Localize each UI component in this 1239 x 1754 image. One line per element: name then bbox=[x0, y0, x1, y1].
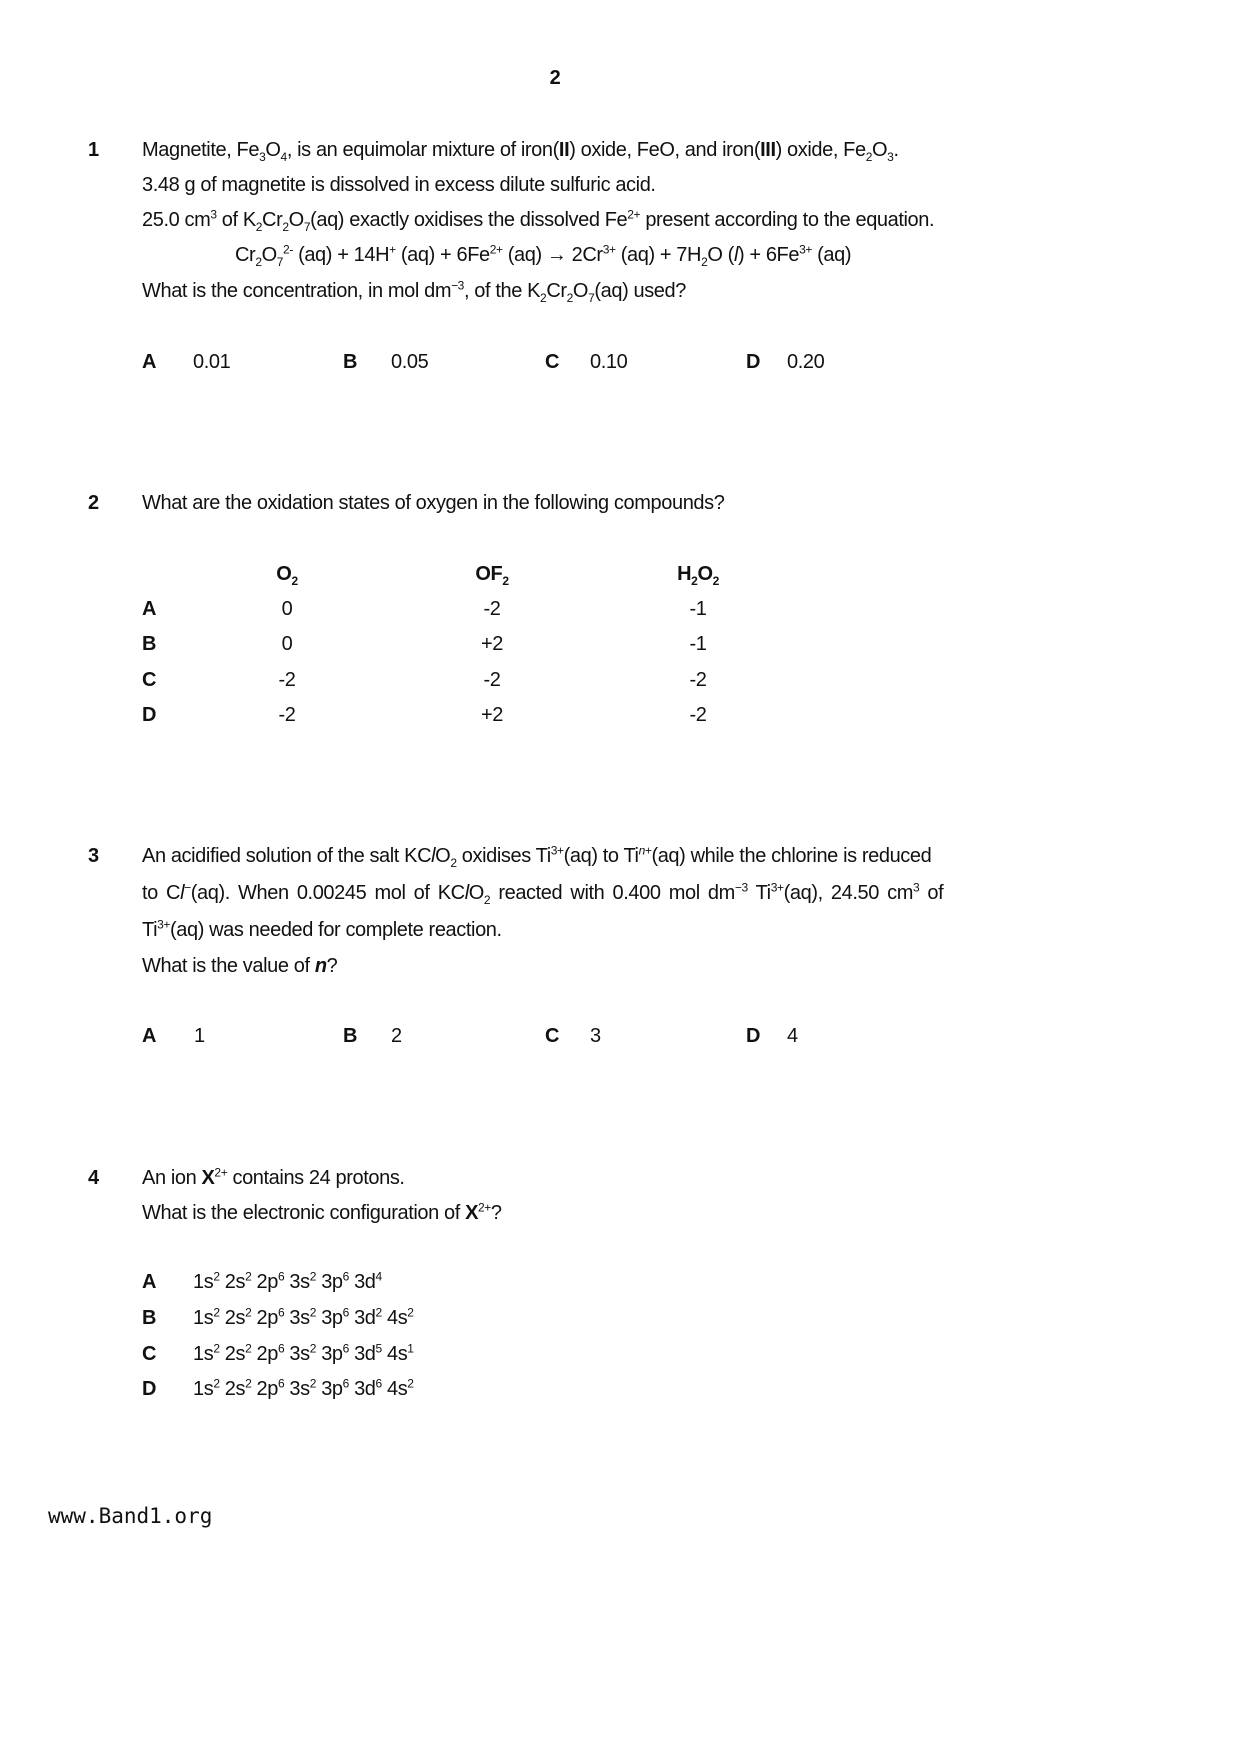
table-cell: 0 bbox=[281, 598, 293, 620]
question-text: to Cl−(aq). When 0.00245 mol of KClO$_2$ reacted with 0.400 mol $dm^{-3}$ $Ti^{3+}(aq)$, 24.50 $cm^3$ of bbox=[142, 880, 944, 907]
option-a: 1 bbox=[194, 1025, 205, 1047]
option-letter: C bbox=[142, 669, 157, 691]
option-b: 2 bbox=[391, 1025, 402, 1047]
option-letter: B bbox=[343, 1025, 358, 1047]
question-text: $Ti^{3+}(aq)$ was needed for complete reaction. bbox=[142, 917, 502, 941]
question-text: An ion $X^{2+}$ contains 24 protons. bbox=[142, 1165, 405, 1189]
question-number: 2 bbox=[88, 492, 99, 514]
option-letter: B bbox=[343, 351, 358, 373]
table-cell: -2 bbox=[278, 704, 296, 726]
option-letter: B bbox=[142, 1307, 157, 1329]
table-header: $O_2$ bbox=[276, 563, 298, 588]
option-letter: A bbox=[142, 351, 157, 373]
table-cell: -2 bbox=[278, 669, 296, 691]
option-letter: D bbox=[142, 1378, 157, 1400]
option-letter: D bbox=[746, 351, 761, 373]
option-letter: A bbox=[142, 1025, 157, 1047]
option-letter: A bbox=[142, 1271, 157, 1293]
footer-url: www.Band1.org bbox=[48, 1504, 213, 1528]
table-cell: -2 bbox=[483, 669, 501, 691]
option-b: $1s^2$ $2s^2$ $2p^6$ $3s^2$ $3p^6$ $3d^2$ $4s^2$ bbox=[193, 1305, 414, 1329]
question-text: Magnetite, $Fe_3O_4$, is an equimolar mixture of iron(II) oxide, FeO, and iron(III) oxide, $Fe_2O_3$. bbox=[142, 139, 899, 164]
question-text: 25.0 $cm^3$ of $K_2Cr_2O_7(aq)$ exactly oxidises the dissolved $Fe^{2+}$ present according to the equation. bbox=[142, 207, 935, 234]
question-number: 4 bbox=[88, 1167, 99, 1189]
option-b: 0.05 bbox=[391, 351, 429, 373]
table-cell: +2 bbox=[480, 704, 504, 726]
option-a: $1s^2$ $2s^2$ $2p^6$ $3s^2$ $3p^6$ $3d^4$ bbox=[193, 1269, 382, 1293]
option-c: 3 bbox=[590, 1025, 601, 1047]
option-letter: A bbox=[142, 598, 157, 620]
option-letter: C bbox=[142, 1343, 157, 1365]
question-text: What is the value of n? bbox=[142, 955, 338, 977]
table-cell: -2 bbox=[689, 704, 707, 726]
option-d: 4 bbox=[787, 1025, 798, 1047]
option-d: 0.20 bbox=[787, 351, 825, 373]
page-number: 2 bbox=[549, 67, 561, 89]
option-letter: C bbox=[545, 351, 560, 373]
option-a: 0.01 bbox=[193, 351, 231, 373]
option-c: $1s^2$ $2s^2$ $2p^6$ $3s^2$ $3p^6$ $3d^5$ $4s^1$ bbox=[193, 1341, 414, 1365]
question-text: What is the concentration, in mol $dm^{-3}$, of the $K_2Cr_2O_7(aq)$ used? bbox=[142, 278, 686, 305]
table-header: $H_2O_2$ bbox=[677, 563, 719, 588]
question-text: 3.48 g of magnetite is dissolved in excess dilute sulfuric acid. bbox=[142, 174, 656, 196]
option-letter: B bbox=[142, 633, 157, 655]
option-d: $1s^2$ $2s^2$ $2p^6$ $3s^2$ $3p^6$ $3d^6$ $4s^2$ bbox=[193, 1376, 414, 1400]
table-header: $OF_2$ bbox=[475, 563, 509, 588]
question-text: What are the oxidation states of oxygen in the following compounds? bbox=[142, 492, 725, 514]
table-cell: +2 bbox=[480, 633, 504, 655]
option-letter: D bbox=[746, 1025, 761, 1047]
option-c: 0.10 bbox=[590, 351, 628, 373]
table-cell: -1 bbox=[689, 633, 707, 655]
equation: $Cr_2O_7^{2-}$ (aq) + 14H+ $(aq) + 6Fe^{2+}$ $(aq) \to 2Cr^{3+}$ $(aq) + 7H_2O$ $(l) + 6Fe^{3+}$ (aq) bbox=[235, 242, 852, 269]
question-text: An acidified solution of the salt KClO$_2$ oxidises $Ti^{3+}(aq)$ to $Ti^{n+}(aq)$ while the chlorine is reduced bbox=[142, 843, 932, 870]
table-cell: -1 bbox=[689, 598, 707, 620]
table-cell: 0 bbox=[281, 633, 293, 655]
question-text: What is the electronic configuration of $X^{2+}$? bbox=[142, 1200, 502, 1224]
table-cell: -2 bbox=[483, 598, 501, 620]
question-number: 3 bbox=[88, 845, 99, 867]
option-letter: D bbox=[142, 704, 157, 726]
question-number: 1 bbox=[88, 139, 99, 161]
option-letter: C bbox=[545, 1025, 560, 1047]
table-cell: -2 bbox=[689, 669, 707, 691]
